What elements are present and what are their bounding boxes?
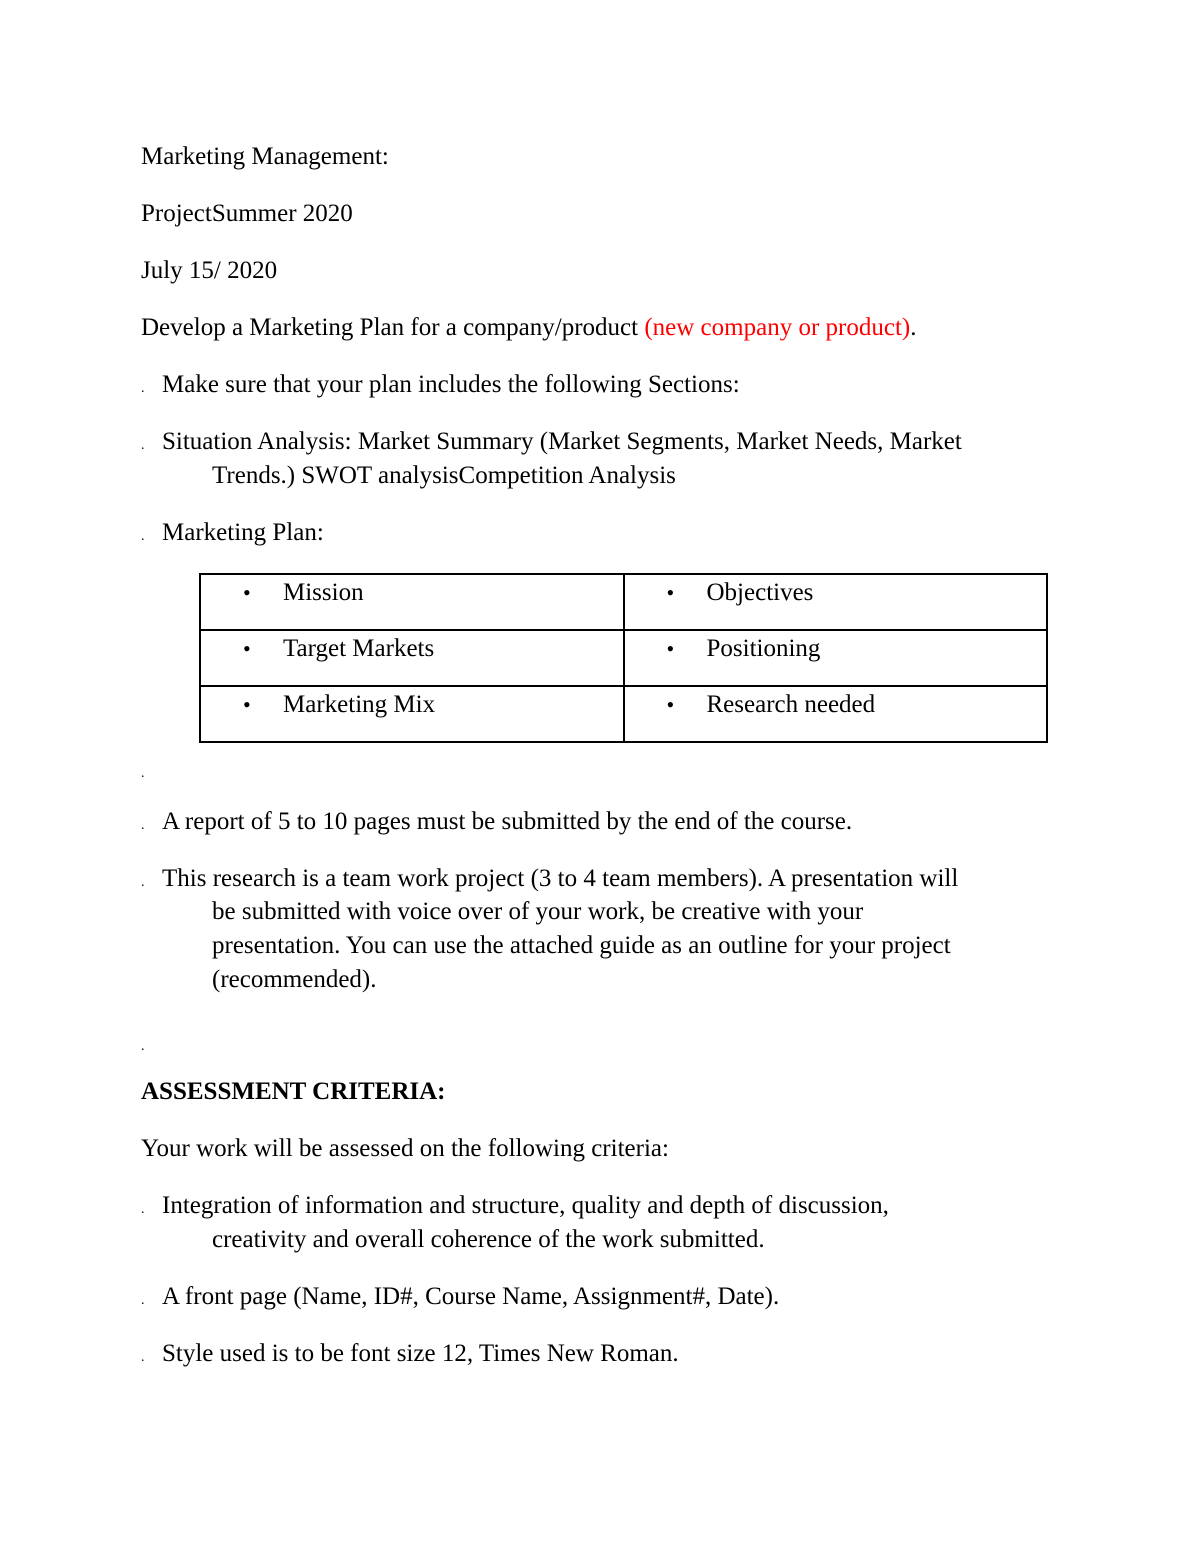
cell-mission: Mission bbox=[283, 579, 364, 606]
report-requirement-item bbox=[141, 807, 852, 841]
team-project-text: This research is a team work project (3 to 4 team members). A presentation will bbox=[162, 865, 959, 892]
criteria-integration-continuation: creativity and overall coherence of the work submitted. bbox=[212, 1226, 765, 1253]
situation-analysis-continuation: Trends.) SWOT analysisCompetition Analysis bbox=[212, 462, 676, 489]
cell-target-markets: Target Markets bbox=[283, 635, 435, 662]
empty-bullet-mark: . bbox=[141, 1039, 145, 1054]
cell-marketing-mix: Marketing Mix bbox=[283, 691, 436, 718]
bullet-mark: . bbox=[141, 1202, 145, 1217]
marketing-plan-label: Marketing Plan: bbox=[162, 519, 324, 546]
criteria-item bbox=[141, 1191, 889, 1225]
criteria-item bbox=[141, 1282, 779, 1316]
situation-analysis-text: Situation Analysis: Market Summary (Market Segments, Market Needs, Market bbox=[162, 428, 962, 455]
intro-end: . bbox=[910, 314, 917, 341]
table-row bbox=[200, 686, 1047, 742]
table-row bbox=[200, 630, 1047, 686]
bullet-dot: • bbox=[666, 692, 675, 717]
bullet-mark: . bbox=[141, 1350, 145, 1365]
sections-intro-text: Make sure that your plan includes the following Sections: bbox=[162, 371, 740, 398]
situation-analysis-item bbox=[141, 427, 962, 461]
criteria-style-text: Style used is to be font size 12, Times New Roman. bbox=[162, 1340, 679, 1367]
table-cell bbox=[624, 686, 1048, 742]
bullet-mark: . bbox=[141, 1293, 145, 1308]
intro-paragraph bbox=[141, 313, 916, 343]
table-cell bbox=[200, 630, 624, 686]
bullet-mark: . bbox=[141, 381, 145, 396]
marketing-plan-table bbox=[199, 573, 1048, 743]
intro-highlight: (new company or product) bbox=[644, 314, 911, 341]
table-cell bbox=[624, 630, 1048, 686]
team-project-item bbox=[141, 864, 958, 898]
assessment-heading: ASSESSMENT CRITERIA: bbox=[141, 1078, 446, 1105]
assessment-intro: Your work will be assessed on the following criteria: bbox=[141, 1135, 669, 1162]
team-project-continuation-2: presentation. You can use the attached guide as an outline for your project bbox=[212, 932, 951, 959]
table-row bbox=[200, 574, 1047, 630]
criteria-front-page-text: A front page (Name, ID#, Course Name, Assignment#, Date). bbox=[162, 1283, 780, 1310]
bullet-mark: . bbox=[141, 875, 145, 890]
team-project-continuation-1: be submitted with voice over of your work, be creative with your bbox=[212, 898, 864, 925]
criteria-integration-text: Integration of information and structure, quality and depth of discussion, bbox=[162, 1192, 889, 1219]
table-cell bbox=[624, 574, 1048, 630]
cell-objectives: Objectives bbox=[706, 579, 814, 606]
table-cell bbox=[200, 686, 624, 742]
table-cell bbox=[200, 574, 624, 630]
intro-text: Develop a Marketing Plan for a company/product bbox=[141, 314, 645, 341]
empty-bullet-mark: . bbox=[141, 766, 145, 781]
bullet-mark: . bbox=[141, 529, 145, 544]
cell-positioning: Positioning bbox=[706, 635, 821, 662]
course-title: Marketing Management: bbox=[141, 143, 389, 170]
criteria-item bbox=[141, 1339, 679, 1373]
team-project-continuation-3: (recommended). bbox=[212, 966, 377, 993]
sections-intro-item bbox=[141, 370, 740, 404]
report-requirement-text: A report of 5 to 10 pages must be submitted by the end of the course. bbox=[162, 808, 853, 835]
bullet-dot: • bbox=[666, 580, 675, 605]
bullet-mark: . bbox=[141, 818, 145, 833]
bullet-dot: • bbox=[243, 580, 251, 605]
bullet-dot: • bbox=[666, 636, 675, 661]
bullet-mark: . bbox=[141, 438, 145, 453]
cell-research-needed: Research needed bbox=[706, 691, 876, 718]
bullet-dot: • bbox=[243, 636, 251, 661]
bullet-dot: • bbox=[243, 692, 251, 717]
project-date: July 15/ 2020 bbox=[141, 257, 278, 284]
marketing-plan-item bbox=[141, 518, 324, 552]
project-title: ProjectSummer 2020 bbox=[141, 200, 353, 227]
